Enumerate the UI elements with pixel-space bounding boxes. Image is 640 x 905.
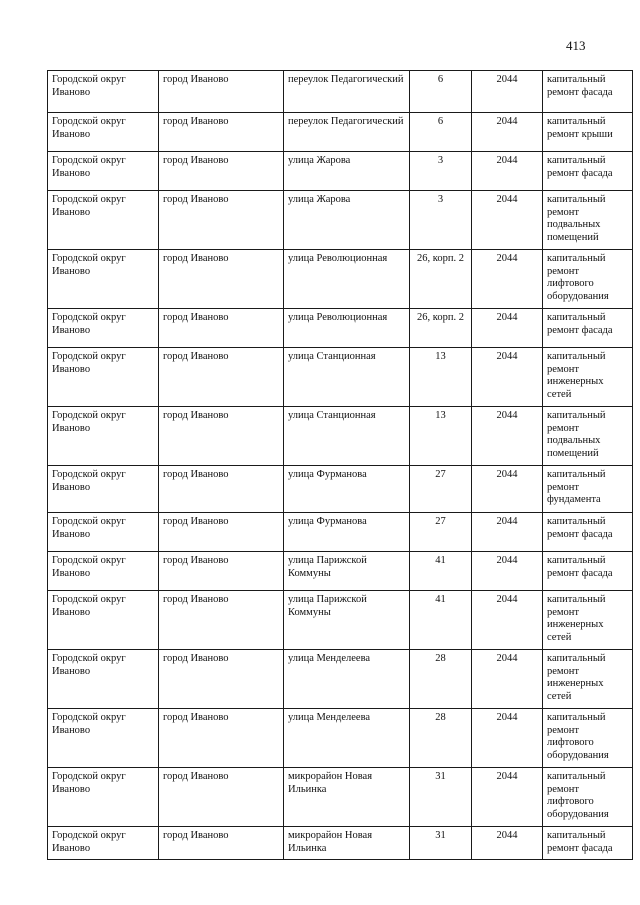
city-cell: город Иваново <box>159 191 284 250</box>
city-cell: город Иваново <box>159 591 284 650</box>
work-cell: капитальный ремонт фасада <box>543 513 633 552</box>
year-cell: 2044 <box>472 407 543 466</box>
okrug-cell: Городской округ Иваново <box>48 250 159 309</box>
street-cell: улица Станционная <box>284 348 410 407</box>
street-cell: переулок Педагогический <box>284 113 410 152</box>
street-cell: улица Революционная <box>284 250 410 309</box>
okrug-cell: Городской округ Иваново <box>48 709 159 768</box>
work-cell: капитальный ремонт фасада <box>543 71 633 113</box>
work-cell: капитальный ремонт подвальных помещений <box>543 407 633 466</box>
city-cell: город Иваново <box>159 768 284 827</box>
table-body <box>48 71 633 860</box>
repair-schedule-table <box>47 70 633 860</box>
work-cell: капитальный ремонт фасада <box>543 827 633 860</box>
house-cell: 41 <box>410 591 472 650</box>
year-cell: 2044 <box>472 709 543 768</box>
okrug-cell: Городской округ Иваново <box>48 768 159 827</box>
street-cell: улица Парижской Коммуны <box>284 552 410 591</box>
okrug-cell: Городской округ Иваново <box>48 466 159 513</box>
work-cell: капитальный ремонт фасада <box>543 152 633 191</box>
street-cell: улица Менделеева <box>284 650 410 709</box>
table-row <box>48 309 633 348</box>
house-cell: 26, корп. 2 <box>410 250 472 309</box>
city-cell: город Иваново <box>159 113 284 152</box>
table-row <box>48 513 633 552</box>
house-cell: 6 <box>410 71 472 113</box>
work-cell: капитальный ремонт крыши <box>543 113 633 152</box>
okrug-cell: Городской округ Иваново <box>48 309 159 348</box>
city-cell: город Иваново <box>159 466 284 513</box>
okrug-cell: Городской округ Иваново <box>48 827 159 860</box>
house-cell: 28 <box>410 709 472 768</box>
year-cell: 2044 <box>472 191 543 250</box>
street-cell: переулок Педагогический <box>284 71 410 113</box>
house-cell: 41 <box>410 552 472 591</box>
street-cell: улица Революционная <box>284 309 410 348</box>
house-cell: 6 <box>410 113 472 152</box>
okrug-cell: Городской округ Иваново <box>48 71 159 113</box>
table-row <box>48 768 633 827</box>
table-row <box>48 407 633 466</box>
page-number: 413 <box>566 38 586 53</box>
year-cell: 2044 <box>472 113 543 152</box>
city-cell: город Иваново <box>159 407 284 466</box>
year-cell: 2044 <box>472 348 543 407</box>
house-cell: 13 <box>410 407 472 466</box>
work-cell: капитальный ремонт лифтового оборудования <box>543 250 633 309</box>
table-row <box>48 348 633 407</box>
okrug-cell: Городской округ Иваново <box>48 113 159 152</box>
table-row <box>48 466 633 513</box>
city-cell: город Иваново <box>159 152 284 191</box>
city-cell: город Иваново <box>159 250 284 309</box>
street-cell: микрорайон Новая Ильинка <box>284 768 410 827</box>
house-cell: 27 <box>410 513 472 552</box>
okrug-cell: Городской округ Иваново <box>48 513 159 552</box>
street-cell: улица Парижской Коммуны <box>284 591 410 650</box>
city-cell: город Иваново <box>159 309 284 348</box>
street-cell: улица Менделеева <box>284 709 410 768</box>
city-cell: город Иваново <box>159 513 284 552</box>
okrug-cell: Городской округ Иваново <box>48 650 159 709</box>
house-cell: 3 <box>410 152 472 191</box>
house-cell: 26, корп. 2 <box>410 309 472 348</box>
street-cell: улица Станционная <box>284 407 410 466</box>
city-cell: город Иваново <box>159 71 284 113</box>
okrug-cell: Городской округ Иваново <box>48 591 159 650</box>
house-cell: 13 <box>410 348 472 407</box>
year-cell: 2044 <box>472 827 543 860</box>
work-cell: капитальный ремонт лифтового оборудования <box>543 709 633 768</box>
year-cell: 2044 <box>472 152 543 191</box>
year-cell: 2044 <box>472 309 543 348</box>
okrug-cell: Городской округ Иваново <box>48 552 159 591</box>
year-cell: 2044 <box>472 513 543 552</box>
city-cell: город Иваново <box>159 827 284 860</box>
table-row <box>48 152 633 191</box>
work-cell: капитальный ремонт лифтового оборудования <box>543 768 633 827</box>
year-cell: 2044 <box>472 250 543 309</box>
city-cell: город Иваново <box>159 552 284 591</box>
work-cell: капитальный ремонт фасада <box>543 552 633 591</box>
table-row <box>48 591 633 650</box>
okrug-cell: Городской округ Иваново <box>48 191 159 250</box>
street-cell: улица Фурманова <box>284 466 410 513</box>
table-row <box>48 113 633 152</box>
street-cell: улица Фурманова <box>284 513 410 552</box>
table-row <box>48 709 633 768</box>
city-cell: город Иваново <box>159 650 284 709</box>
work-cell: капитальный ремонт инженерных сетей <box>543 348 633 407</box>
table-row <box>48 191 633 250</box>
street-cell: улица Жарова <box>284 191 410 250</box>
okrug-cell: Городской округ Иваново <box>48 152 159 191</box>
work-cell: капитальный ремонт фасада <box>543 309 633 348</box>
year-cell: 2044 <box>472 466 543 513</box>
table-row <box>48 250 633 309</box>
house-cell: 3 <box>410 191 472 250</box>
city-cell: город Иваново <box>159 709 284 768</box>
year-cell: 2044 <box>472 71 543 113</box>
house-cell: 31 <box>410 827 472 860</box>
street-cell: улица Жарова <box>284 152 410 191</box>
okrug-cell: Городской округ Иваново <box>48 407 159 466</box>
house-cell: 28 <box>410 650 472 709</box>
year-cell: 2044 <box>472 768 543 827</box>
table-row <box>48 71 633 113</box>
house-cell: 31 <box>410 768 472 827</box>
okrug-cell: Городской округ Иваново <box>48 348 159 407</box>
city-cell: город Иваново <box>159 348 284 407</box>
year-cell: 2044 <box>472 591 543 650</box>
year-cell: 2044 <box>472 552 543 591</box>
table-row <box>48 552 633 591</box>
table-row <box>48 650 633 709</box>
work-cell: капитальный ремонт инженерных сетей <box>543 650 633 709</box>
work-cell: капитальный ремонт фундамента <box>543 466 633 513</box>
house-cell: 27 <box>410 466 472 513</box>
table-row <box>48 827 633 860</box>
work-cell: капитальный ремонт подвальных помещений <box>543 191 633 250</box>
work-cell: капитальный ремонт инженерных сетей <box>543 591 633 650</box>
street-cell: микрорайон Новая Ильинка <box>284 827 410 860</box>
year-cell: 2044 <box>472 650 543 709</box>
